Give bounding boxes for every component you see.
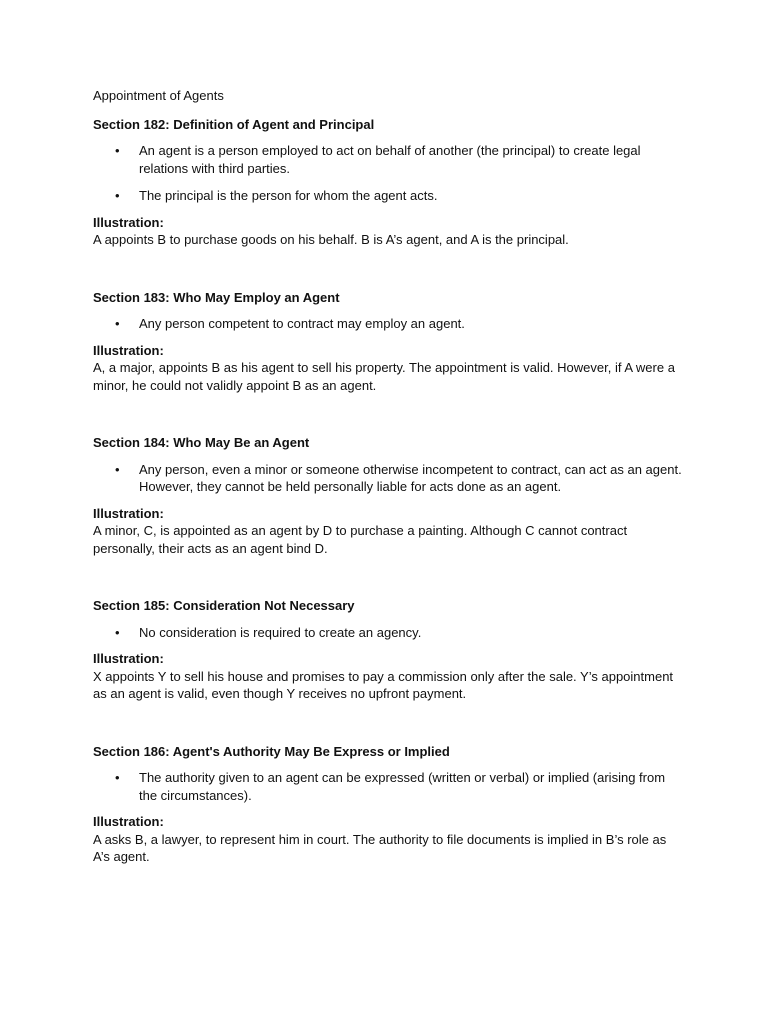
- bullet-item: [93, 187, 683, 205]
- bullet-text: An agent is a person employed to act on behalf of another (the principal) to create legal relations with third parties.: [139, 143, 641, 176]
- bullet-icon: •: [115, 316, 120, 331]
- bullet-item: [93, 315, 683, 333]
- section-heading: Section 183: Who May Employ an Agent: [93, 289, 340, 305]
- illustration-text: A, a major, appoints B as his agent to sell his property. The appointment is valid. However, if A were a minor, he could not validly appoint B as an agent.: [93, 360, 675, 393]
- bullet-text: Any person competent to contract may employ an agent.: [139, 316, 465, 331]
- illustration-label: Illustration:: [93, 342, 164, 358]
- bullet-item: [93, 624, 683, 642]
- bullet-list: [93, 461, 683, 496]
- document-page: [93, 87, 683, 906]
- bullet-item: [93, 461, 683, 496]
- bullet-icon: •: [115, 770, 120, 785]
- bullet-list: [93, 315, 683, 333]
- section-heading: Section 185: Consideration Not Necessary: [93, 598, 355, 613]
- section-heading: Section 182: Definition of Agent and Principal: [93, 116, 375, 132]
- section-183: [93, 289, 683, 395]
- illustration-text: X appoints Y to sell his house and promises to pay a commission only after the sale. Y’s appointment as an agent is valid, even though Y receives no upfront payment.: [93, 668, 674, 701]
- illustration-label: Illustration:: [93, 505, 164, 521]
- bullet-item: [93, 769, 683, 804]
- bullet-text: No consideration is required to create an agency.: [139, 624, 422, 640]
- bullet-item: [93, 142, 683, 177]
- bullet-icon: •: [115, 188, 120, 203]
- illustration-label: Illustration:: [93, 814, 164, 829]
- section-heading: Section 184: Who May Be an Agent: [93, 435, 310, 450]
- illustration-text: A asks B, a lawyer, to represent him in court. The authority to file documents is implied in B’s role as A’s agent.: [93, 831, 667, 864]
- illustration-label: Illustration:: [93, 651, 164, 666]
- bullet-list: [93, 142, 683, 205]
- bullet-text: Any person, even a minor or someone otherwise incompetent to contract, can act as an agent. However, they cannot be held personally liable for acts done as an agent.: [139, 461, 682, 494]
- bullet-icon: •: [115, 624, 120, 640]
- illustration-text: A appoints B to purchase goods on his behalf. B is A’s agent, and A is the principal.: [93, 232, 569, 247]
- section-184: [93, 434, 683, 557]
- section-186: [93, 743, 683, 866]
- section-185: [93, 597, 683, 703]
- document-title: Appointment of Agents: [93, 88, 224, 103]
- bullet-icon: •: [115, 461, 120, 477]
- bullet-icon: •: [115, 143, 120, 158]
- bullet-text: The authority given to an agent can be expressed (written or verbal) or implied (arising from the circumstances).: [139, 770, 666, 803]
- bullet-list: [93, 624, 683, 642]
- section-heading: Section 186: Agent's Authority May Be Express or Implied: [93, 743, 450, 759]
- bullet-text: The principal is the person for whom the agent acts.: [139, 188, 438, 203]
- illustration-label: Illustration:: [93, 214, 164, 230]
- bullet-list: [93, 769, 683, 804]
- section-182: [93, 116, 683, 249]
- illustration-text: A minor, C, is appointed as an agent by D to purchase a painting. Although C cannot contract personally, their acts as an agent bind D.: [93, 523, 628, 556]
